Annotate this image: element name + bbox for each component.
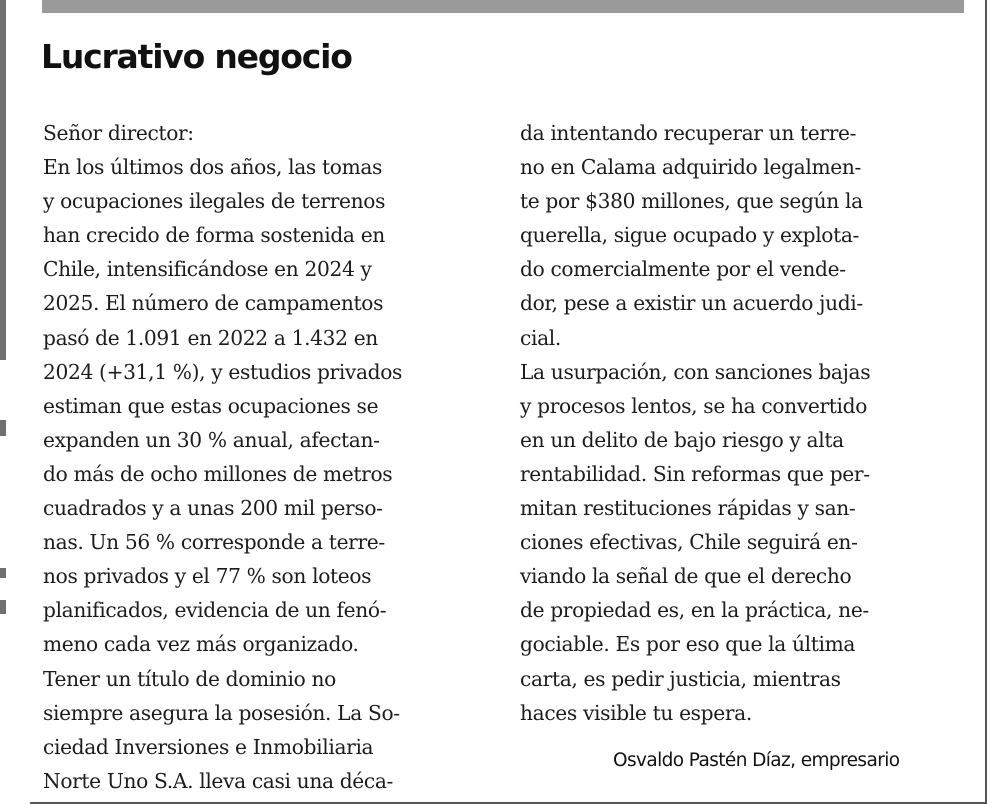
body-line: de propiedad es, en la práctica, ne- [520,598,869,623]
body-line: han crecido de forma sostenida en [43,223,385,248]
body-line: no en Calama adquirido legalmen- [520,155,861,180]
left-edge-tick [0,420,6,436]
body-line: Tener un título de dominio no [43,666,336,691]
body-line: 2024 (+31,1 %), y estudios privados [43,359,403,384]
body-line: viando la señal de que el derecho [520,564,852,589]
left-edge-tick [0,568,6,578]
body-line: ciedad Inversiones e Inmobiliaria [43,734,374,759]
right-edge-rule [985,0,987,804]
body-line: y procesos lentos, se ha convertido [520,393,867,418]
author-signature: Osvaldo Pastén Díaz, empresario [613,750,900,771]
article-headline: Lucrativo negocio [41,37,352,76]
body-line: mitan restituciones rápidas y san- [520,496,856,521]
body-line: cial. [520,325,561,350]
top-banner-bar [42,0,964,13]
body-line: Chile, intensificándose en 2024 y [43,257,372,282]
body-line: Señor director: [43,121,194,145]
body-line: ciones efectivas, Chile seguirá en- [520,530,858,555]
article-body-left-column [43,116,483,798]
body-line: rentabilidad. Sin reformas que per- [520,461,870,486]
body-line: La usurpación, con sanciones bajas [520,359,871,384]
body-line: da intentando recuperar un terre- [520,121,857,145]
body-line: en un delito de bajo riesgo y alta [520,427,844,452]
article-body-right-column [520,116,960,730]
body-line: gociable. Es por eso que la última [520,632,856,657]
body-line: do más de ocho millones de metros [43,461,393,486]
body-line: expanden un 30 % anual, afectan- [43,427,380,452]
left-edge-rule [0,0,6,360]
body-line: estiman que estas ocupaciones se [43,393,379,418]
body-line: meno cada vez más organizado. [43,632,359,657]
body-line: Norte Uno S.A. lleva casi una déca- [43,768,394,793]
body-line: y ocupaciones ilegales de terrenos [43,189,386,214]
body-line: carta, es pedir justicia, mientras [520,666,841,691]
body-line: planificados, evidencia de un fenó- [43,598,387,623]
body-line: cuadrados y a unas 200 mil perso- [43,496,383,521]
left-edge-tick [0,600,6,614]
body-line: pasó de 1.091 en 2022 a 1.432 en [43,325,378,350]
body-line: querella, sigue ocupado y explota- [520,223,860,248]
body-line: nos privados y el 77 % son loteos [43,564,372,589]
body-line: siempre asegura la posesión. La So- [43,700,400,725]
body-line: haces visible tu espera. [520,700,752,725]
body-line: dor, pese a existir un acuerdo judi- [520,291,863,316]
body-line: nas. Un 56 % corresponde a terre- [43,530,385,555]
body-line: 2025. El número de campamentos [43,291,384,316]
body-line: te por $380 millones, que según la [520,189,863,214]
body-line: do comercialmente por el vende- [520,257,846,282]
body-line: En los últimos dos años, las tomas [43,155,383,180]
